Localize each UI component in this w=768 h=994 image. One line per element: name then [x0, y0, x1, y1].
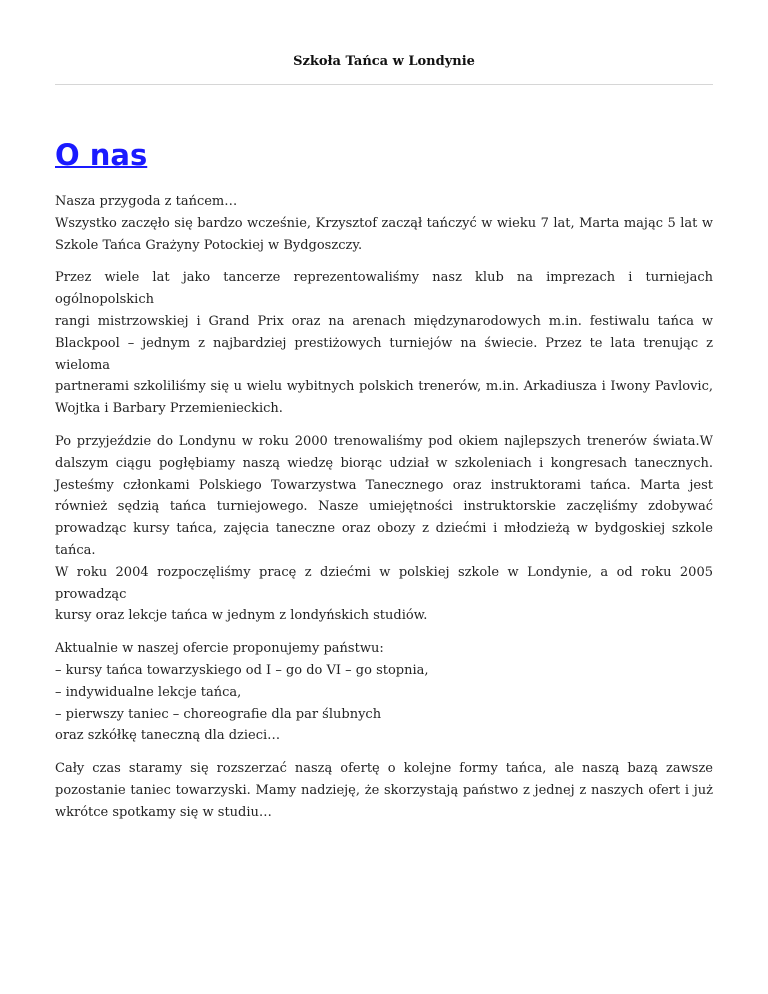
text-line: rangi mistrzowskiej i Grand Prix oraz na arenach międzynarodowych m.in. festiwalu tańca w [55, 313, 713, 329]
text-line: Nasza przygoda z tańcem… [55, 194, 238, 209]
article-body [55, 191, 713, 824]
offer-list-item: – pierwszy taniec – choreografie dla par ślubnych [55, 706, 382, 722]
text-line: Po przyjeździe do Londynu w roku 2000 trenowaliśmy pod okiem najlepszych trenerów świata.W [55, 433, 713, 449]
paragraph-closing [55, 758, 713, 823]
text-line: Cały czas staramy się rozszerzać naszą ofertę o kolejne formy tańca, ale naszą bazą zawsze [55, 761, 713, 777]
text-line: kursy oraz lekcje tańca w jednym z londyńskich studiów. [55, 608, 428, 624]
text-line: prowadząc kursy tańca, zajęcia taneczne oraz obozy z dziećmi i młodzieżą w bydgoskiej szkole tańca. [55, 521, 713, 558]
offer-list-item: – indywidualne lekcje tańca, [55, 684, 242, 700]
page-title-link[interactable]: O nas [55, 138, 148, 172]
text-line: Blackpool – jednym z najbardziej prestiżowych turniejów na świecie. Przez te lata trenując z wieloma [55, 335, 713, 373]
page [55, 0, 713, 835]
offer-list-item: – kursy tańca towarzyskiego od I – go do VI – go stopnia, [55, 662, 429, 678]
text-line: pozostanie taniec towarzyski. Mamy nadzieję, że skorzystają państwo z jednej z naszych ofert i już [55, 782, 713, 798]
text-line: oraz szkółkę taneczną dla dzieci… [55, 728, 281, 744]
text-line: W roku 2004 rozpoczęliśmy pracę z dziećmi w polskiej szkole w Londynie, a od roku 2005 prowadząc [55, 564, 713, 602]
text-line: Aktualnie w naszej ofercie proponujemy państwu: [55, 641, 384, 657]
text-line: Jesteśmy członkami Polskiego Towarzystwa Tanecznego oraz instruktorami tańca. Marta jest [55, 477, 713, 493]
text-line: Wojtka i Barbary Przemienieckich. [55, 401, 283, 417]
paragraph-london [55, 431, 713, 627]
text-line: partnerami szkoliliśmy się u wielu wybitnych polskich trenerów, m.in. Arkadiusza i Iwony Pavlovic, [55, 379, 713, 395]
text-line: Przez wiele lat jako tancerze reprezentowaliśmy nasz klub na imprezach i turniejach ogólnopolskich [55, 270, 713, 308]
page-title [55, 137, 713, 173]
paragraph-career [55, 267, 713, 420]
text-line: dalszym ciągu pogłębiamy naszą wiedzę biorąc udział w szkoleniach i kongresach tanecznych. [55, 455, 713, 471]
text-line: również sędzią tańca turniejowego. Nasze umiejętności instruktorskie zaczęliśmy zdobywać [55, 499, 713, 515]
site-title: Szkoła Tańca w Londynie [55, 0, 713, 85]
text-line: Wszystko zaczęło się bardzo wcześnie, Krzysztof zaczął tańczyć w wieku 7 lat, Marta mając 5 lat w [55, 215, 713, 231]
paragraph-intro [55, 191, 713, 256]
text-line: wkrótce spotkamy się w studiu… [55, 804, 272, 820]
text-line: Szkole Tańca Grażyny Potockiej w Bydgoszczy. [55, 237, 363, 253]
paragraph-offer [55, 638, 713, 747]
